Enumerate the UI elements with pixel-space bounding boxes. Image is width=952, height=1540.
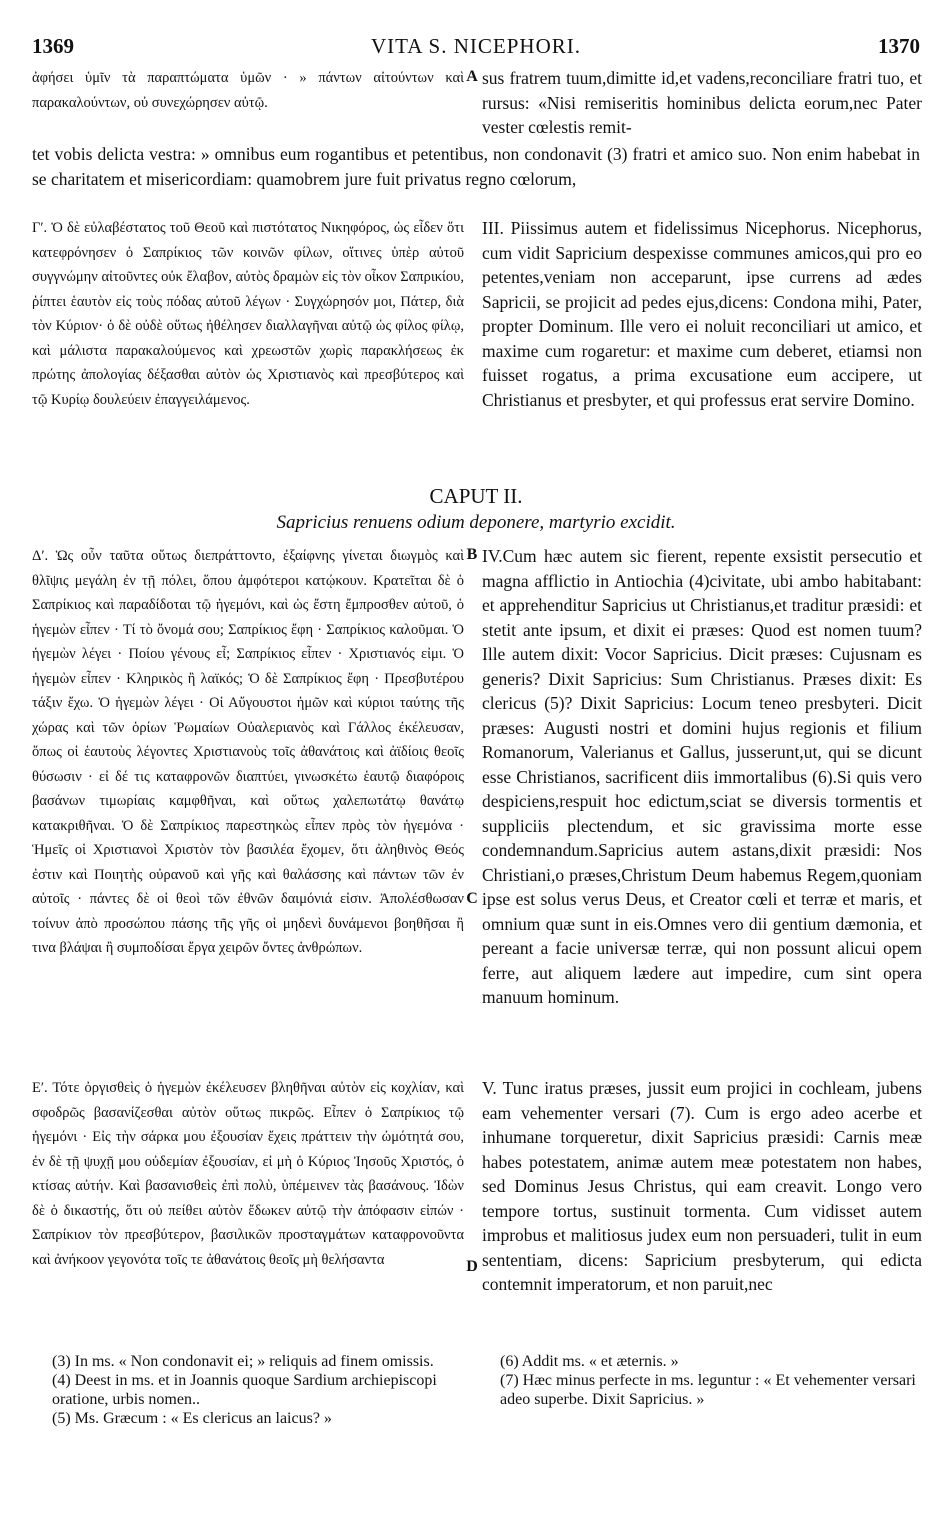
margin-marker-a: A	[466, 68, 478, 85]
page-number-right: 1370	[878, 34, 920, 58]
chapter-subtitle: Sapricius renuens odium deponere, martyrio excidit.	[276, 512, 676, 533]
greek-section-3: Γʹ. Ὁ δὲ εὐλαβέστατος τοῦ Θεοῦ καὶ πιστότατος Νικηφόρος, ὡς εἶδεν ὅτι κατεφρόνησεν ὁ Σαπρίκιος τῶν κοινῶν φίλων, οἵτινες ὑπὲρ αὐτοῦ συγγνώμην αἰτοῦντες οὐκ ἔλαβον, αὐτὸς δραμὼν εἰς τὸν οἶκον Σαπρικίου, ῥίπτει ἑαυτὸν εἰς τοὺς πόδας αὐτοῦ λέγων · Συγχώρησόν μοι, Πάτερ, διὰ τὸν Κύριον· ὁ δὲ οὐδὲ οὕτως ἠθέλησεν διαλλαγῆναι αὐτῷ ὡς φίλος φίλῳ, καὶ μάλιστα παρακαλούμενος καὶ χρεωστῶν χωρὶς παρακλήσεως ἐκ πρώτης ἀπολογίας δέξασθαι αὐτὸν ὡς Χριστιανὸς καὶ πρεσβύτερος καὶ τῷ Κυρίῳ δουλεύειν ἐπαγγειλάμενος.	[32, 220, 464, 408]
footnote-6: (6) Addit ms. « et æternis. »	[500, 1353, 679, 1370]
footnote-3: (3) In ms. « Non condonavit ei; » reliquis ad finem omissis.	[52, 1353, 434, 1370]
footnote-4: (4) Deest in ms. et in Joannis quoque Sardium archiepiscopi oratione, urbis nomen..	[52, 1372, 437, 1408]
latin-section-3: III. Piissimus autem et fidelissimus Nicephorus. Nicephorus, cum vidit Sapricium despexisse communes amicos,qui pro eo petentes,veniam non acceparunt, ipse currens ad ædes Sapricii, se projicit ad pedes ejus,dicens: Condona mihi, Pater, propter Dominum. Ille vero ei noluit reconciliari ut amico, et maxime cum rogaretur: et maxime cum deberet, etiamsi non fuisset rogatus, a prima excusatione eum accipere, ut Christianus et presbyter, et qui professus erat servire Domino.	[482, 218, 922, 410]
latin-section-4: IV.Cum hæc autem sic fierent, repente exsistit persecutio et magna afflictio in Antiochia (4)civitate, ubi ambo habitabant: et apprehenditur Sapricius ut Christianus,et traditur præsidi: et stetit ante ipsum, et dixit ei præses: Quod est nomen tuum? Ille autem dixit: Vocor Sapricius. Dicit præses: Cujusnam es generis? Dixit Sapricius: Sum Christianus. Præses dixit: Es clericus (5)? Dixit Sapricius: Locum teneo presbyteri. Dicit præses: Augusti nostri et domini hujus regionis et filium Romanorum, Valerianus et Gallus, jusserunt,ut, qui se dicunt esse Christianos, sacrificent diis immortalibus (6).Si quis vero despiciens,respuit hoc edictum,sciat se diversis tormentis et suppliciis plectendum, et sic gravissima morte esse condemnandum.Sapricius autem astans,dixit præsidi: Nos Christiani,o præses,Christum Deum habemus Regem,quoniam ipse est solus verus Deus, et Creator cœli et terræ et maris, et omnium quæ sunt in eis.Omnes vero dii gentium dæmonia, et pereant a facie universæ terræ, qui non possunt alicui opem ferre, aut aliquem lædere aut impedire, cum sint opera manuum hominum.	[482, 546, 922, 1007]
footnote-5: (5) Ms. Græcum : « Es clericus an laicus? »	[52, 1410, 332, 1427]
footnote-7: (7) Hæc minus perfecte in ms. leguntur : « Et vehementer versari adeo superbe. Dixit Sapricius. »	[500, 1372, 916, 1408]
footnotes-left	[52, 1352, 472, 1428]
greek-section-5: Εʹ. Τότε ὀργισθεὶς ὁ ἡγεμὼν ἐκέλευσεν βληθῆναι αὐτὸν εἰς κοχλίαν, καὶ σφοδρῶς βασανίζεσθαι αὐτὸν οὕτως πικρῶς. Εἶπεν ὁ Σαπρίκιος τῷ ἡγεμόνι · Εἰς τὴν σάρκα μου ἐξουσίαν ἔχεις πράττειν τὴν ὠμότητά σου, ἐν δὲ τῇ ψυχῇ μου οὐδεμίαν ἐξουσίαν, εἰ μὴ ὁ Κύριος Ἰησοῦς Χριστός, ὁ κτίσας αὐτήν. Καὶ βασανισθεὶς ἐπὶ πολὺ, ὑπέμεινεν τὰς βασάνους. Ἰδὼν δὲ ὁ δικαστής, ὅτι οὐ πείθει αὐτὸν ἔδωκεν αὐτῷ τὴν ἀπόφασιν εἰπών · Σαπρίκιον τὸν πρεσβύτερον, βασιλικῶν προσταγμάτων καταφρονοῦντα καὶ ἀνήκοον γεγονότα τοῖς τε ἀθανάτοις θεοῖς μὴ θελήσαντα	[32, 1080, 464, 1268]
margin-marker-b: B	[466, 546, 478, 563]
latin-section-5: V. Tunc iratus præses, jussit eum projici in cochleam, jubens eam vehementer versari (7). Cum is ergo adeo acerbe et inhumane torqueretur, dixit Sapricius præsidi: Carnis meæ habes potestatem, animæ autem meæ potestatem non habes, sed Dominus Jesus Christus, qui eam creavit. Longo vero tempore tortus, sustinuit tormenta. Cum vidisset autem improbus et malitiosus judex eum non persuaderi, tulit in eum sententiam, dicens: Sapricium presbyterum, qui edicta contemnit imperatorum, et non paruit,nec	[482, 1078, 922, 1294]
latin-intro: sus fratrem tuum,dimitte id,et vadens,reconciliare fratri tuo, et rursus: «Nisi remiseritis hominibus delicta eorum,nec Pater vester cœlestis remit-	[482, 68, 922, 137]
full-width-paragraph: tet vobis delicta vestra: » omnibus eum rogantibus et petentibus, non condonavit (3) fratri et amico suo. Non enim habebat in se charitatem et misericordiam: quamobrem jure fuit privatus regno cœlorum,	[32, 144, 920, 189]
margin-marker-c: C	[466, 890, 478, 907]
page-header	[32, 34, 920, 62]
footnotes-right	[500, 1352, 920, 1409]
greek-section-4: Δʹ. Ὡς οὖν ταῦτα οὕτως διεπράττοντο, ἐξαίφνης γίνεται διωγμὸς καὶ θλῖψις μεγάλη ἐν τῇ πόλει, ὅπου ἀμφότεροι κατῴκουν. Κρατεῖται δὲ ὁ Σαπρίκιος καὶ παραδίδοται τῷ ἡγεμόνι, καὶ ὡς ἔστη ἔμπροσθεν αὐτοῦ, ὁ ἡγεμὼν εἶπεν · Τί τὸ ὄνομά σου; Σαπρίκιος ἔφη · Σαπρίκιος καλοῦμαι. Ὁ ἡγεμὼν λέγει · Ποίου γένους εἶ; Σαπρίκιος εἶπεν · Χριστιανός εἰμι. Ὁ ἡγεμὼν εἶπεν · Κληρικὸς ἢ λαϊκός; Ὁ δὲ Σαπρίκιος ἔφη · Πρεσβυτέρου τάξιν ἔχω. Ὁ ἡγεμὼν λέγει · Οἱ Αὔγουστοι ἡμῶν καὶ κύριοι ταύτης τῆς χώρας καὶ τῶν ὁρίων Ῥωμαίων Οὐαλεριανὸς καὶ Γάλλος ἐκέλευσαν, ὅπως οἱ ἑαυτοὺς λέγοντες Χριστιανοὺς τοῖς ἀθανάτοις καὶ ἀϊδίοις θεοῖς θύσωσιν · εἰ δέ τις καταφρονῶν διαπτύει, γινωσκέτω ἑαυτῷ διαφόροις βασάνων τιμωρίαις καμφθῆναι, καὶ οὕτως χαλεπωτάτῳ θανάτῳ κατακριθῆναι. Ὁ δὲ Σαπρίκιος παρεστηκὼς εἶπεν πρὸς τὸν ἡγεμόνα · Ἡμεῖς οἱ Χριστιανοὶ Χριστὸν τὸν βασιλέα ἔχομεν, ὅτι ἀληθινὸς Θεός ἐστιν καὶ Ποιητὴς οὐρανοῦ καὶ γῆς καὶ θαλάσσης καὶ πάντων τῶν ἐν αὐτοῖς · πάντες δὲ οἱ θεοὶ τῶν ἐθνῶν δαιμόνιά εἰσιν. Ἀπολέσθωσαν τοίνυν ἀπὸ προσώπου πάσης τῆς γῆς οἱ μηδενὶ δυνάμενοι βοηθῆσαι ἢ τινα βλάψαι ἢ συμποδίσαι ἔργα χειρῶν ὄντες ἀνθρώπων.	[32, 548, 464, 956]
running-title: VITA S. NICEPHORI.	[371, 34, 581, 58]
page-number-left: 1369	[32, 34, 74, 58]
margin-marker-d: D	[466, 1258, 478, 1275]
greek-intro: ἀφήσει ὑμῖν τὰ παραπτώματα ὑμῶν · » πάντων αἰτούντων καὶ παρακαλούντων, οὐ συνεχώρησεν αὐτῷ.	[32, 70, 464, 111]
chapter-heading: CAPUT II.	[429, 484, 523, 508]
